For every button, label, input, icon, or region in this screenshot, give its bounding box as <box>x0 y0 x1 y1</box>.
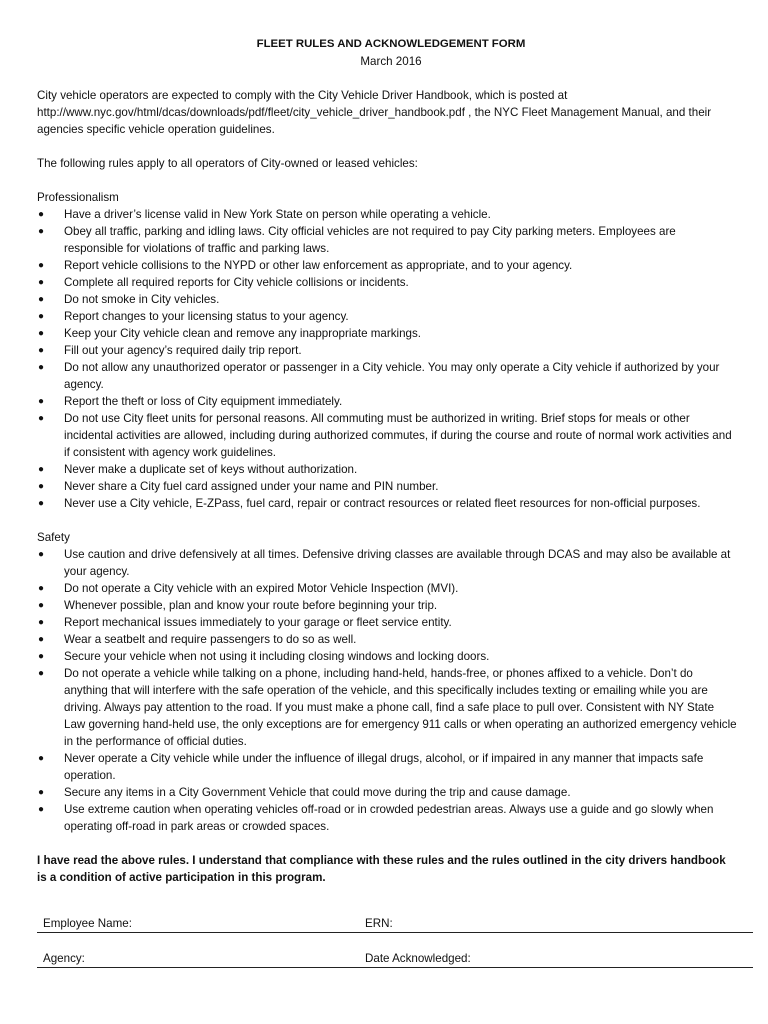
list-item <box>37 461 737 478</box>
agency-label: Agency: <box>43 952 85 965</box>
rule-text: Do not operate a vehicle while talking on a phone, including hand-held, hands-free, or phones affixed to a vehicle. Don’t do anything that will interfere with the safe operation of the vehicle, and this specifically includes texting or emailing while you are driving. Always pay attention to the road. If you must make a phone call, find a safe place to pull over. Consistent with NY State Law governing hand-held use, the only exceptions are for emergency 911 calls or when operating an authorized emergency vehicle in the performance of official duties. <box>64 667 737 748</box>
bullet-icon: ● <box>38 328 45 339</box>
list-item <box>37 359 737 393</box>
bullet-icon: ● <box>38 294 45 305</box>
rule-text: Do not use City fleet units for personal reasons. All commuting must be authorized in writing. Brief stops for meals or other incidental activities are allowed, including during authorized commutes, if during the course and route of normal work activities and if consistent with agency work guidelines. <box>64 412 732 459</box>
rule-text: Do not allow any unauthorized operator or passenger in a City vehicle. You may only operate a City vehicle if authorized by your agency. <box>64 361 720 391</box>
rule-text: Never make a duplicate set of keys without authorization. <box>64 463 358 476</box>
list-item <box>37 308 737 325</box>
bullet-icon: ● <box>38 634 45 645</box>
list-item <box>37 665 737 750</box>
form-body <box>37 36 737 886</box>
list-item <box>37 495 737 512</box>
rule-text: Secure your vehicle when not using it including closing windows and locking doors. <box>64 650 490 663</box>
rule-text: Never use a City vehicle, E-ZPass, fuel card, repair or contract resources or related fleet resources for non-official purposes. <box>64 497 701 510</box>
form-date: March 2016 <box>360 55 422 68</box>
list-item <box>37 206 737 223</box>
bullet-icon: ● <box>38 600 45 611</box>
list-item <box>37 648 737 665</box>
list-item <box>37 750 737 784</box>
bullet-icon: ● <box>38 260 45 271</box>
list-item <box>37 631 737 648</box>
bullet-icon: ● <box>38 226 45 237</box>
list-item <box>37 784 737 801</box>
bullet-icon: ● <box>38 617 45 628</box>
rule-text: Fill out your agency’s required daily trip report. <box>64 344 302 357</box>
rule-text: Report vehicle collisions to the NYPD or other law enforcement as appropriate, and to your agency. <box>64 259 573 272</box>
bullet-icon: ● <box>38 651 45 662</box>
list-item <box>37 580 737 597</box>
bullet-icon: ● <box>38 787 45 798</box>
list-item <box>37 614 737 631</box>
rule-text: Do not smoke in City vehicles. <box>64 293 220 306</box>
bullet-icon: ● <box>38 311 45 322</box>
list-item <box>37 223 737 257</box>
bullet-icon: ● <box>38 362 45 373</box>
rule-text: Never operate a City vehicle while under the influence of illegal drugs, alcohol, or if impaired in any manner that impacts safe operation. <box>64 752 704 782</box>
list-item <box>37 274 737 291</box>
list-item <box>37 257 737 274</box>
professionalism-heading: Professionalism <box>37 191 119 204</box>
employee-name-label: Employee Name: <box>43 917 132 930</box>
list-item <box>37 597 737 614</box>
rule-text: Have a driver’s license valid in New York State on person while operating a vehicle. <box>64 208 491 221</box>
bullet-icon: ● <box>38 277 45 288</box>
bullet-icon: ● <box>38 464 45 475</box>
rule-text: Use caution and drive defensively at all times. Defensive driving classes are available through DCAS and may also be available at your agency. <box>64 548 731 578</box>
bullet-icon: ● <box>38 804 45 815</box>
rule-text: Never share a City fuel card assigned under your name and PIN number. <box>64 480 439 493</box>
bullet-icon: ● <box>38 396 45 407</box>
bullet-icon: ● <box>38 209 45 220</box>
bullet-icon: ● <box>38 481 45 492</box>
rule-text: Use extreme caution when operating vehicles off-road or in crowded pedestrian areas. Always use a guide and go slowly when operating off-road in park areas or crowded spaces. <box>64 803 714 833</box>
signature-row-agency[interactable] <box>37 950 753 968</box>
rules-lead-text: The following rules apply to all operators of City-owned or leased vehicles: <box>37 157 418 170</box>
rule-text: Whenever possible, plan and know your route before beginning your trip. <box>64 599 438 612</box>
rule-text: Wear a seatbelt and require passengers to do so as well. <box>64 633 357 646</box>
bullet-icon: ● <box>38 583 45 594</box>
professionalism-list <box>37 206 737 512</box>
safety-heading: Safety <box>37 531 70 544</box>
rule-text: Keep your City vehicle clean and remove any inappropriate markings. <box>64 327 422 340</box>
rule-text: Secure any items in a City Government Vehicle that could move during the trip and cause damage. <box>64 786 571 799</box>
rule-text: Report the theft or loss of City equipment immediately. <box>64 395 343 408</box>
form-title: FLEET RULES AND ACKNOWLEDGEMENT FORM <box>256 38 526 50</box>
signature-row-employee[interactable] <box>37 915 753 933</box>
list-item <box>37 325 737 342</box>
list-item <box>37 342 737 359</box>
safety-list <box>37 546 737 835</box>
bullet-icon: ● <box>38 345 45 356</box>
list-item <box>37 801 737 835</box>
list-item <box>37 291 737 308</box>
list-item <box>37 393 737 410</box>
bullet-icon: ● <box>38 753 45 764</box>
intro-paragraph: City vehicle operators are expected to comply with the City Vehicle Driver Handbook, which is posted at http://www.nyc.gov/html/dcas/downloads/pdf/fleet/city_vehicle_driver_handbook.pdf , the NYC Fleet Management Manual, and their agencies specific vehicle operation guidelines. <box>37 89 712 136</box>
rule-text: Obey all traffic, parking and idling laws. City official vehicles are not required to pay City parking meters. Employees are responsible for violations of traffic and parking laws. <box>64 225 676 255</box>
ern-label: ERN: <box>365 917 393 930</box>
list-item <box>37 478 737 495</box>
list-item <box>37 410 737 461</box>
rule-text: Report mechanical issues immediately to your garage or fleet service entity. <box>64 616 452 629</box>
acknowledgement-statement: I have read the above rules. I understand that compliance with these rules and the rules outlined in the city drivers handbook is a condition of active participation in this program. <box>37 854 726 884</box>
list-item <box>37 546 737 580</box>
rule-text: Complete all required reports for City vehicle collisions or incidents. <box>64 276 409 289</box>
date-acknowledged-label: Date Acknowledged: <box>365 952 471 965</box>
bullet-icon: ● <box>38 413 45 424</box>
rule-text: Report changes to your licensing status to your agency. <box>64 310 349 323</box>
bullet-icon: ● <box>38 498 45 509</box>
bullet-icon: ● <box>38 668 45 679</box>
bullet-icon: ● <box>38 549 45 560</box>
rule-text: Do not operate a City vehicle with an expired Motor Vehicle Inspection (MVI). <box>64 582 459 595</box>
